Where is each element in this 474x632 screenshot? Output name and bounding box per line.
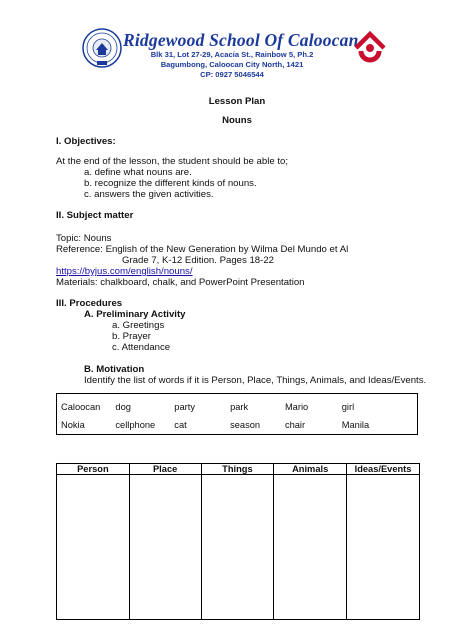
word-cell: Mario xyxy=(284,402,309,412)
objectives-heading: I. Objectives: xyxy=(56,136,116,147)
word-table xyxy=(56,393,418,435)
subject-topic: Topic: Nouns xyxy=(56,233,112,244)
table-row xyxy=(57,475,420,620)
motivation-heading: B. Motivation xyxy=(84,364,145,375)
school-name: Ridgewood School Of Caloocan xyxy=(123,30,359,50)
answer-cell-things[interactable] xyxy=(201,475,274,620)
objectives-intro: At the end of the lesson, the student should be able to; xyxy=(56,156,289,167)
preliminary-heading: A. Preliminary Activity xyxy=(84,309,186,320)
table-row xyxy=(57,416,418,435)
subject-reference-cont: Grade 7, K-12 Edition. Pages 18-22 xyxy=(122,255,274,266)
page-title: Lesson Plan xyxy=(208,96,266,107)
school-address-line1: Blk 31, Lot 27-29, Acacia St., Rainbow 5, Ph.2 xyxy=(150,50,314,59)
category-table xyxy=(56,463,420,620)
word-cell: cellphone xyxy=(115,420,156,430)
objective-item: b. recognize the different kinds of nouns. xyxy=(84,178,257,189)
house-logo xyxy=(352,30,388,66)
table-header-row xyxy=(57,464,420,475)
word-cell: Manila xyxy=(341,420,370,430)
objective-item: a. define what nouns are. xyxy=(84,167,192,178)
word-cell: dog xyxy=(115,402,131,412)
objective-item: c. answers the given activities. xyxy=(84,189,214,200)
word-cell: Caloocan xyxy=(61,402,101,412)
reference-link[interactable]: https://byjus.com/english/nouns/ xyxy=(56,266,193,277)
answer-cell-animals[interactable] xyxy=(274,475,347,620)
column-header-things: Things xyxy=(201,464,274,475)
answer-cell-person[interactable] xyxy=(57,475,130,620)
subject-materials: Materials: chalkboard, chalk, and PowerPoint Presentation xyxy=(56,277,305,288)
subject-reference: Reference: English of the New Generation by Wilma Del Mundo et Al xyxy=(56,244,349,255)
word-cell: Nokia xyxy=(61,420,85,430)
school-address-line2: Bagumbong, Caloocan City North, 1421 xyxy=(160,60,304,69)
school-phone: CP: 0927 5046544 xyxy=(200,70,264,79)
column-header-place: Place xyxy=(129,464,201,475)
answer-cell-ideas-events[interactable] xyxy=(347,475,420,620)
subject-heading: II. Subject matter xyxy=(56,210,134,221)
preliminary-item: b. Prayer xyxy=(112,331,151,342)
word-cell: park xyxy=(230,402,249,412)
preliminary-item: c. Attendance xyxy=(112,342,171,353)
answer-cell-place[interactable] xyxy=(129,475,201,620)
motivation-text: Identify the list of words if it is Person, Place, Things, Animals, and Ideas/Events. xyxy=(84,375,427,386)
column-header-animals: Animals xyxy=(274,464,347,475)
word-cell: girl xyxy=(341,402,355,412)
table-row xyxy=(57,394,418,417)
procedures-heading: III. Procedures xyxy=(56,298,123,309)
column-header-person: Person xyxy=(57,464,130,475)
page-subtitle: Nouns xyxy=(222,115,252,126)
preliminary-item: a. Greetings xyxy=(112,320,165,331)
word-cell: cat xyxy=(174,420,187,430)
column-header-ideas-events: Ideas/Events xyxy=(347,464,420,475)
word-cell: party xyxy=(174,402,195,412)
school-seal-logo xyxy=(82,28,122,68)
word-cell: season xyxy=(230,420,261,430)
word-cell: chair xyxy=(284,420,306,430)
